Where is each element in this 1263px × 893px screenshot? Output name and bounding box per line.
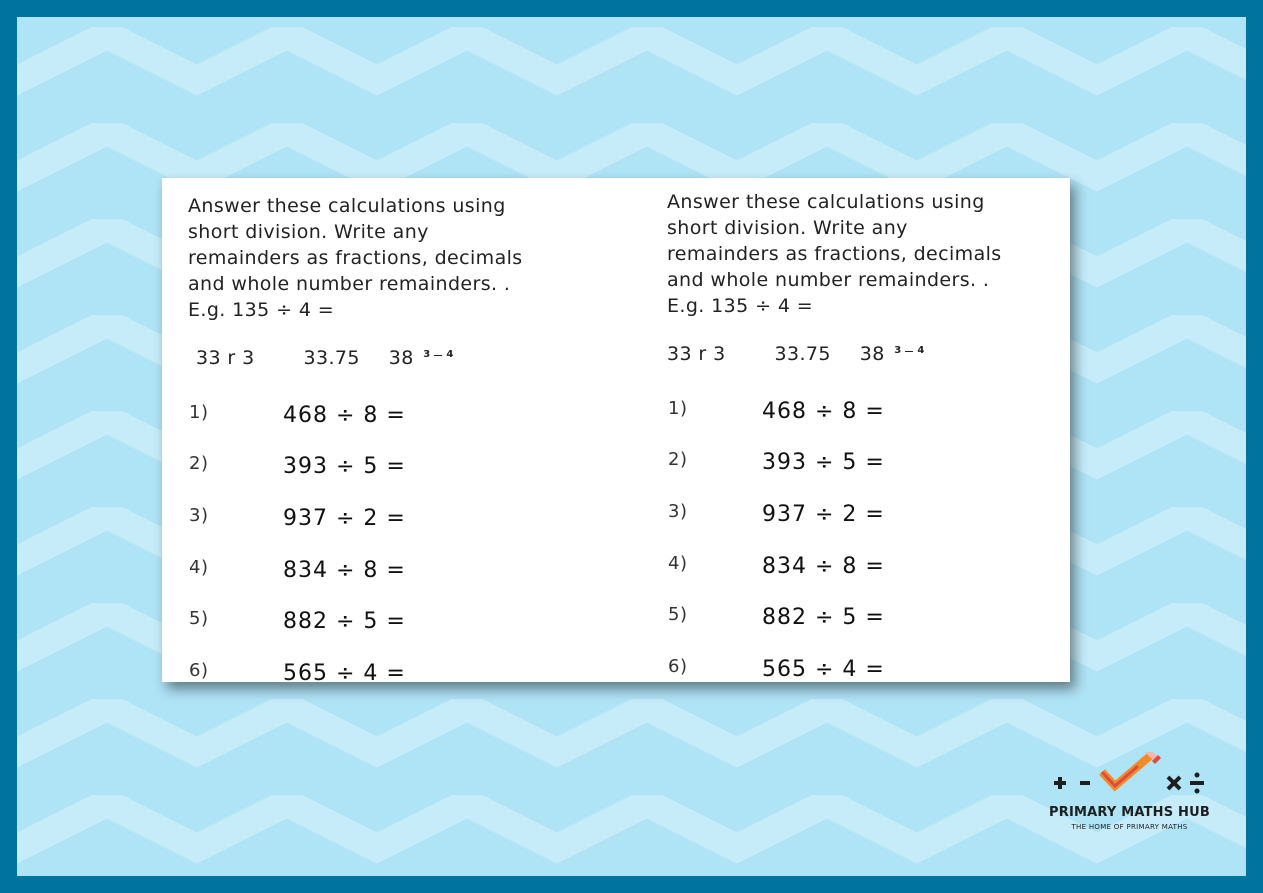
instructions (667, 189, 1002, 319)
example-decimal: 33.75 (774, 342, 831, 365)
question-expression: 937 ÷ 2 = (283, 506, 406, 531)
fraction-denominator: 4 (917, 345, 925, 356)
instructions (188, 193, 523, 323)
question-expression: 565 ÷ 4 = (283, 661, 406, 686)
patterned-background (17, 17, 1246, 876)
example-decimal: 33.75 (303, 346, 360, 369)
checkmark-pencil-icon (1102, 752, 1161, 786)
fraction-numerator: 3 (894, 345, 902, 356)
question-expression: 393 ÷ 5 = (283, 454, 406, 479)
question-number: 6) (668, 656, 688, 677)
question-number: 1) (189, 402, 209, 423)
question-expression: 937 ÷ 2 = (762, 502, 885, 527)
fraction-bar (905, 351, 913, 352)
fraction-denominator: 4 (446, 349, 454, 360)
plus-icon (1054, 777, 1066, 789)
instruction-line: Answer these calculations using (667, 191, 985, 213)
example-remainder: 33 r 3 (196, 346, 255, 369)
question-expression: 882 ÷ 5 = (762, 605, 885, 630)
instruction-line: short division. Write any (667, 217, 908, 239)
question-expression: 468 ÷ 8 = (283, 403, 406, 428)
fraction-bar (434, 355, 442, 356)
question-number: 5) (668, 604, 688, 625)
question-expression: 565 ÷ 4 = (762, 657, 885, 682)
example-answers (196, 346, 454, 369)
question-number: 3) (668, 501, 688, 522)
primary-maths-hub-logo (1042, 752, 1222, 832)
worksheet-column-left (188, 178, 608, 686)
instruction-line: Answer these calculations using (188, 195, 506, 217)
example-remainder: 33 r 3 (667, 342, 726, 365)
question-expression: 834 ÷ 8 = (762, 554, 885, 579)
instruction-line: remainders as fractions, decimals (667, 243, 1002, 265)
worksheet-column-right (667, 178, 1087, 682)
instruction-line: and whole number remainders. . (667, 269, 990, 291)
example-fraction (894, 346, 925, 357)
question-number: 6) (189, 660, 209, 681)
question-number: 4) (668, 553, 688, 574)
example-fraction (423, 350, 454, 361)
instruction-line: and whole number remainders. . (188, 273, 511, 295)
worksheet (162, 178, 1070, 686)
example-mixed-number: 38 (388, 346, 414, 369)
logo-title: PRIMARY MATHS HUB (1049, 805, 1210, 820)
example-mixed-number: 38 (859, 342, 885, 365)
question-expression: 834 ÷ 8 = (283, 558, 406, 583)
instruction-line: E.g. 135 ÷ 4 = (667, 295, 814, 317)
question-number: 5) (189, 608, 209, 629)
instruction-line: short division. Write any (188, 221, 429, 243)
logo-symbols (1042, 752, 1222, 802)
instruction-line: remainders as fractions, decimals (188, 247, 523, 269)
question-number: 4) (189, 557, 209, 578)
instruction-line: E.g. 135 ÷ 4 = (188, 299, 335, 321)
fraction-numerator: 3 (423, 349, 431, 360)
question-expression: 393 ÷ 5 = (762, 450, 885, 475)
question-number: 2) (668, 449, 688, 470)
example-answers (667, 342, 925, 365)
divide-icon (1190, 773, 1204, 794)
question-number: 1) (668, 398, 688, 419)
logo-tagline: THE HOME OF PRIMARY MATHS (1071, 823, 1188, 831)
times-icon (1168, 777, 1180, 789)
question-expression: 468 ÷ 8 = (762, 399, 885, 424)
question-number: 2) (189, 453, 209, 474)
question-number: 3) (189, 505, 209, 526)
minus-icon (1080, 781, 1090, 785)
question-expression: 882 ÷ 5 = (283, 609, 406, 634)
